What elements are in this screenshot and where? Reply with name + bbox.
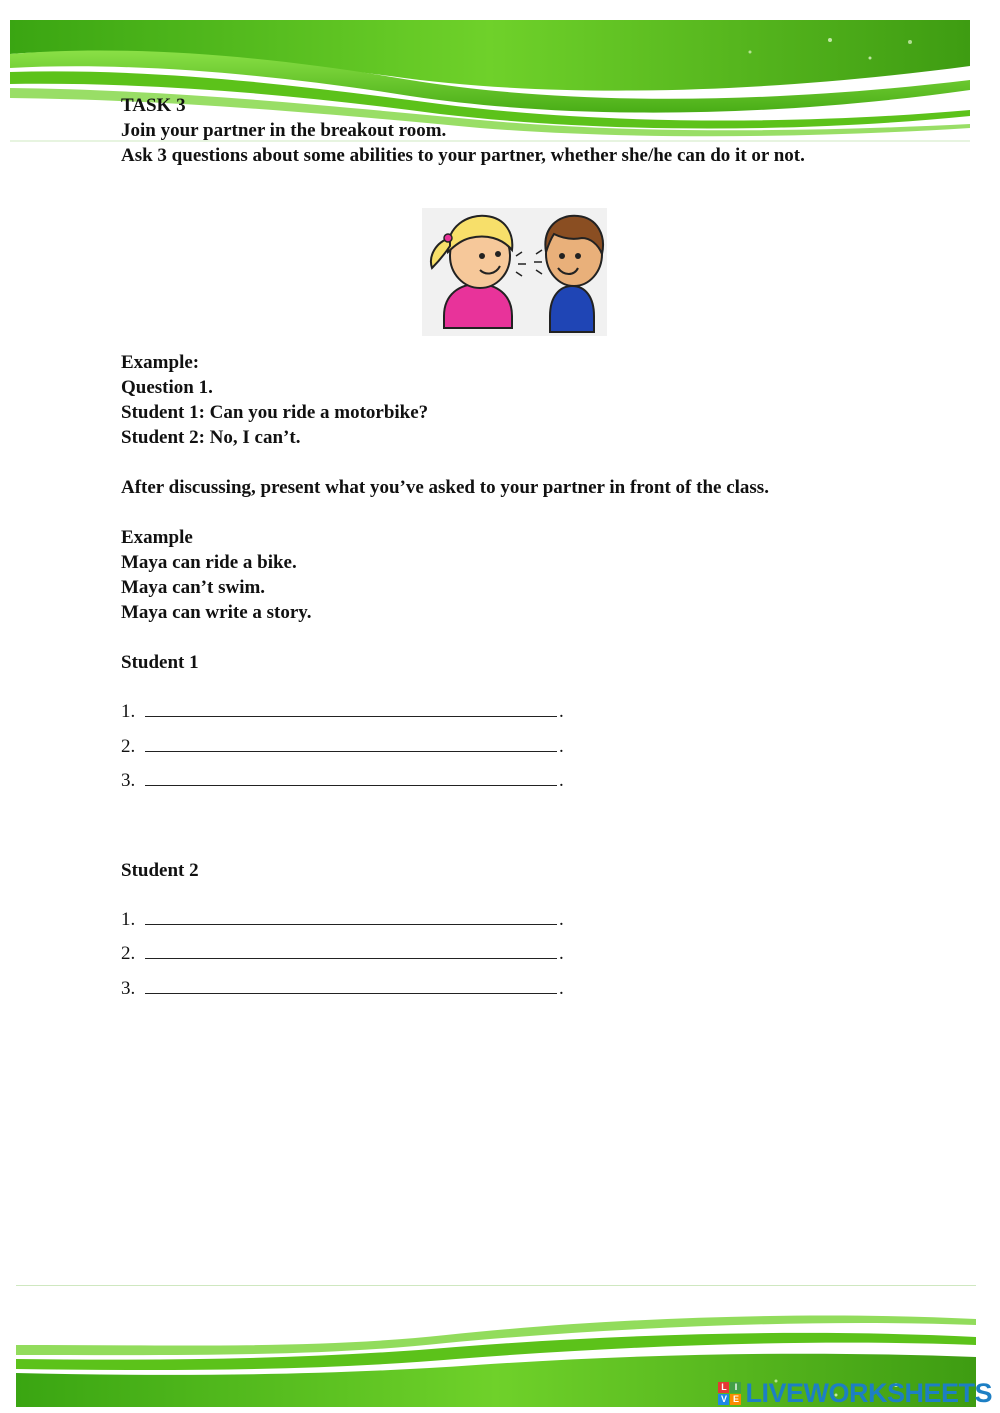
task-title: TASK 3 bbox=[121, 95, 186, 116]
answer-line[interactable] bbox=[121, 937, 981, 972]
answer-period: . bbox=[559, 977, 564, 999]
logo-mark-icon bbox=[718, 1382, 741, 1405]
logo-letter: E bbox=[730, 1394, 741, 1405]
answer-blank[interactable] bbox=[145, 767, 557, 786]
example2-line: Maya can write a story. bbox=[121, 602, 312, 623]
student2-heading: Student 2 bbox=[121, 859, 199, 881]
answer-number: 2. bbox=[121, 943, 136, 964]
answer-period: . bbox=[559, 701, 564, 722]
answer-line[interactable] bbox=[121, 903, 981, 938]
answer-number: 1. bbox=[121, 908, 136, 930]
student2-answer-list bbox=[121, 903, 981, 1007]
example2-heading: Example bbox=[121, 527, 193, 548]
answer-period: . bbox=[559, 908, 564, 930]
talking-children-illustration bbox=[422, 208, 607, 336]
answer-blank[interactable] bbox=[145, 698, 557, 717]
answer-blank[interactable] bbox=[145, 906, 557, 925]
answer-period: . bbox=[559, 770, 564, 791]
instruction-breakout: Join your partner in the breakout room. bbox=[121, 120, 447, 141]
answer-line[interactable] bbox=[121, 764, 981, 799]
answer-number: 1. bbox=[121, 701, 136, 722]
logo-letter: L bbox=[718, 1382, 729, 1393]
example-student2: Student 2: No, I can’t. bbox=[121, 427, 301, 448]
answer-blank[interactable] bbox=[145, 733, 557, 752]
answer-number: 2. bbox=[121, 735, 136, 757]
logo-letter: I bbox=[730, 1382, 741, 1393]
answer-period: . bbox=[559, 735, 564, 757]
example-question: Question 1. bbox=[121, 377, 213, 398]
instruction-questions: Ask 3 questions about some abilities to your partner, whether she/he can do it or not. bbox=[121, 145, 805, 166]
answer-blank[interactable] bbox=[145, 975, 557, 994]
example2-line: Maya can’t swim. bbox=[121, 577, 266, 598]
after-discussing-text: After discussing, present what you’ve asked to your partner in front of the class. bbox=[121, 477, 769, 498]
answer-number: 3. bbox=[121, 770, 136, 791]
answer-line[interactable] bbox=[121, 730, 981, 765]
example-heading: Example: bbox=[121, 352, 200, 373]
liveworksheets-logo bbox=[718, 1378, 992, 1408]
logo-letter: V bbox=[718, 1394, 729, 1405]
answer-line[interactable] bbox=[121, 695, 981, 730]
student1-heading: Student 1 bbox=[121, 652, 199, 673]
talking-children-icon bbox=[422, 208, 607, 336]
example2-line: Maya can ride a bike. bbox=[121, 552, 297, 573]
answer-blank[interactable] bbox=[145, 940, 557, 959]
example-student1: Student 1: Can you ride a motorbike? bbox=[121, 402, 429, 423]
answer-number: 3. bbox=[121, 977, 136, 999]
logo-text: LIVEWORKSHEETS bbox=[745, 1377, 992, 1408]
answer-line[interactable] bbox=[121, 972, 981, 1007]
answer-period: . bbox=[559, 943, 564, 964]
student1-answer-list bbox=[121, 695, 981, 799]
